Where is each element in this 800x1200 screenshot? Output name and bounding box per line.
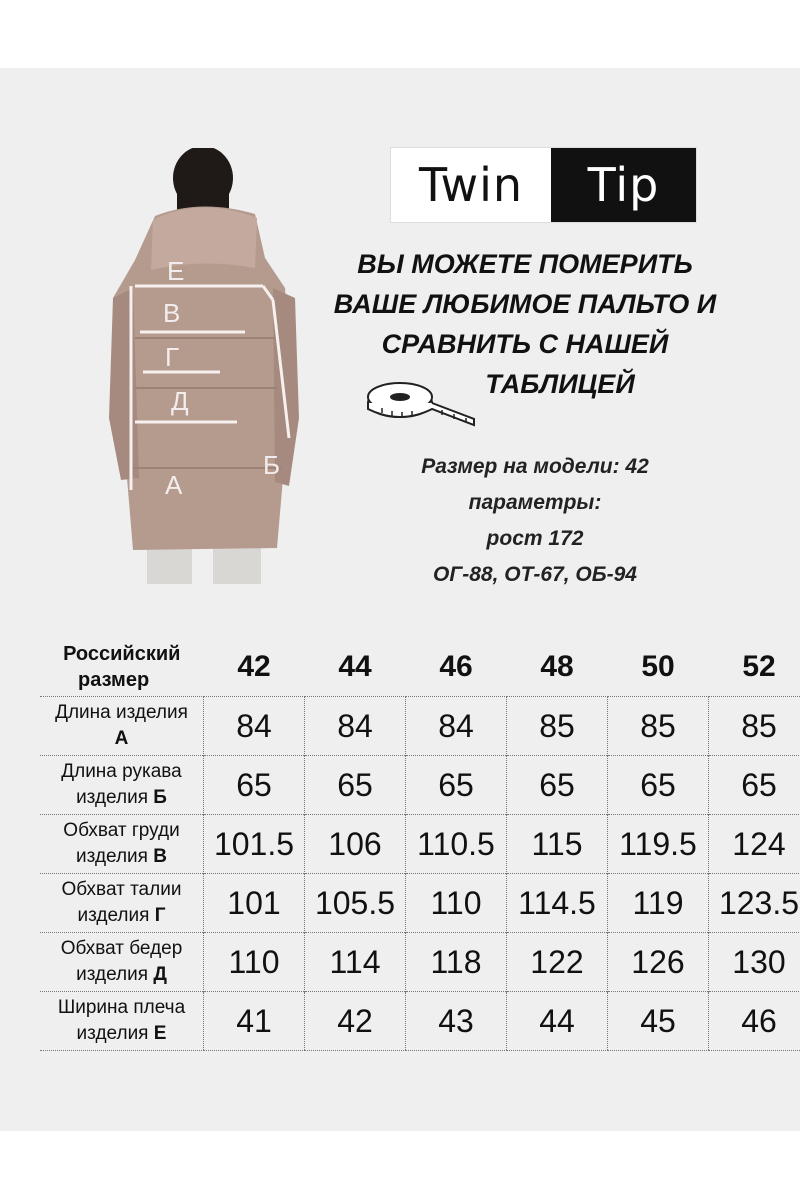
table-cell: 126 xyxy=(608,933,709,992)
table-row xyxy=(40,697,800,756)
table-cell: 114.5 xyxy=(507,874,608,933)
row-letter: Д xyxy=(153,964,167,985)
row-label-line-1: Длина рукава xyxy=(61,761,182,782)
size-table xyxy=(40,638,800,1051)
row-label-line-1: Обхват бедер xyxy=(60,938,183,959)
headline-line-4: ТАБЛИЦЕЙ xyxy=(485,369,635,399)
table-cell: 85 xyxy=(608,697,709,756)
table-cell: 85 xyxy=(507,697,608,756)
coat-illustration xyxy=(95,148,315,588)
size-col-48: 48 xyxy=(540,650,574,683)
table-header-row xyxy=(40,638,800,697)
table-cell: 106 xyxy=(305,815,406,874)
table-row xyxy=(40,756,800,815)
table-cell: 43 xyxy=(406,992,507,1051)
table-cell: 114 xyxy=(305,933,406,992)
size-col-44: 44 xyxy=(338,650,372,683)
header-label-line-1: Российский xyxy=(63,643,181,665)
figure-letter-e: Е xyxy=(167,256,185,286)
table-cell: 124 xyxy=(709,815,800,874)
headline-line-1: ВЫ МОЖЕТЕ ПОМЕРИТЬ xyxy=(357,249,693,279)
model-params-label: параметры: xyxy=(468,491,602,514)
row-label-word: изделия xyxy=(76,964,149,985)
row-label-line-1: Обхват груди xyxy=(63,820,180,841)
table-cell: 65 xyxy=(507,756,608,815)
table-cell: 123.5 xyxy=(709,874,800,933)
table-cell: 65 xyxy=(305,756,406,815)
header-label-line-2: размер xyxy=(78,669,150,691)
size-col-50: 50 xyxy=(641,650,675,683)
table-cell: 110 xyxy=(406,874,507,933)
table-cell: 110.5 xyxy=(406,815,507,874)
figure-letter-a: А xyxy=(165,470,183,500)
table-row xyxy=(40,992,800,1051)
header-label xyxy=(40,638,204,697)
row-letter: А xyxy=(114,728,129,749)
row-label xyxy=(40,756,204,815)
headline-line-2: ВАШЕ ЛЮБИМОЕ ПАЛЬТО И xyxy=(333,289,717,319)
row-label xyxy=(40,874,204,933)
table-row xyxy=(40,933,800,992)
size-col-52: 52 xyxy=(742,650,776,683)
table-cell: 41 xyxy=(204,992,305,1051)
coat-figure xyxy=(95,148,315,588)
row-letter: Г xyxy=(154,905,166,926)
row-label-line-1: Длина изделия xyxy=(55,702,188,723)
model-size: Размер на модели: 42 xyxy=(421,455,649,478)
table-cell: 101.5 xyxy=(204,815,305,874)
row-label-line-1: Ширина плеча xyxy=(57,997,186,1018)
row-label-line-2 xyxy=(40,1021,203,1047)
brand-logo xyxy=(390,147,697,223)
row-label-line-2 xyxy=(40,726,203,752)
table-cell: 65 xyxy=(709,756,800,815)
row-label-line-2 xyxy=(40,844,203,870)
table-cell: 105.5 xyxy=(305,874,406,933)
row-label xyxy=(40,697,204,756)
table-cell: 115 xyxy=(507,815,608,874)
table-row xyxy=(40,874,800,933)
row-label-line-2 xyxy=(40,962,203,988)
row-label-word: изделия xyxy=(76,787,148,808)
row-label-line-1: Обхват талии xyxy=(61,879,182,900)
row-letter: В xyxy=(153,846,167,867)
row-label xyxy=(40,815,204,874)
row-letter: Б xyxy=(153,787,167,808)
headline-line-3: СРАВНИТЬ С НАШЕЙ xyxy=(381,329,669,359)
row-label-line-2 xyxy=(40,785,203,811)
table-cell: 65 xyxy=(406,756,507,815)
logo-part-twin: Twin xyxy=(391,148,551,222)
row-label-word: изделия xyxy=(76,846,148,867)
table-body xyxy=(40,697,800,1051)
logo-part-tip: Tip xyxy=(551,148,696,222)
measuring-tape-icon xyxy=(362,375,482,440)
table-cell: 118 xyxy=(406,933,507,992)
row-letter: Е xyxy=(153,1023,167,1044)
figure-letter-g: Г xyxy=(165,342,180,372)
table-cell: 84 xyxy=(406,697,507,756)
table-cell: 84 xyxy=(204,697,305,756)
row-label xyxy=(40,933,204,992)
row-label-word: изделия xyxy=(76,1023,149,1044)
table-cell: 65 xyxy=(204,756,305,815)
table-cell: 84 xyxy=(305,697,406,756)
row-label-word: изделия xyxy=(77,905,150,926)
table-cell: 130 xyxy=(709,933,800,992)
figure-letter-v: В xyxy=(163,298,181,328)
size-col-42: 42 xyxy=(237,650,271,683)
figure-letter-d: Д xyxy=(171,386,189,416)
table-cell: 119.5 xyxy=(608,815,709,874)
table-cell: 110 xyxy=(204,933,305,992)
table-cell: 45 xyxy=(608,992,709,1051)
table-cell: 122 xyxy=(507,933,608,992)
table-row xyxy=(40,815,800,874)
model-measurements: ОГ-88, ОТ-67, ОБ-94 xyxy=(433,563,637,586)
table-cell: 65 xyxy=(608,756,709,815)
figure-letter-b: Б xyxy=(263,450,281,480)
table-cell: 119 xyxy=(608,874,709,933)
table-cell: 46 xyxy=(709,992,800,1051)
table-cell: 44 xyxy=(507,992,608,1051)
row-label-line-2 xyxy=(40,903,203,929)
size-col-46: 46 xyxy=(439,650,473,683)
table-cell: 85 xyxy=(709,697,800,756)
model-height: рост 172 xyxy=(486,527,584,550)
table-cell: 101 xyxy=(204,874,305,933)
table-cell: 42 xyxy=(305,992,406,1051)
row-label xyxy=(40,992,204,1051)
model-info xyxy=(390,449,680,593)
